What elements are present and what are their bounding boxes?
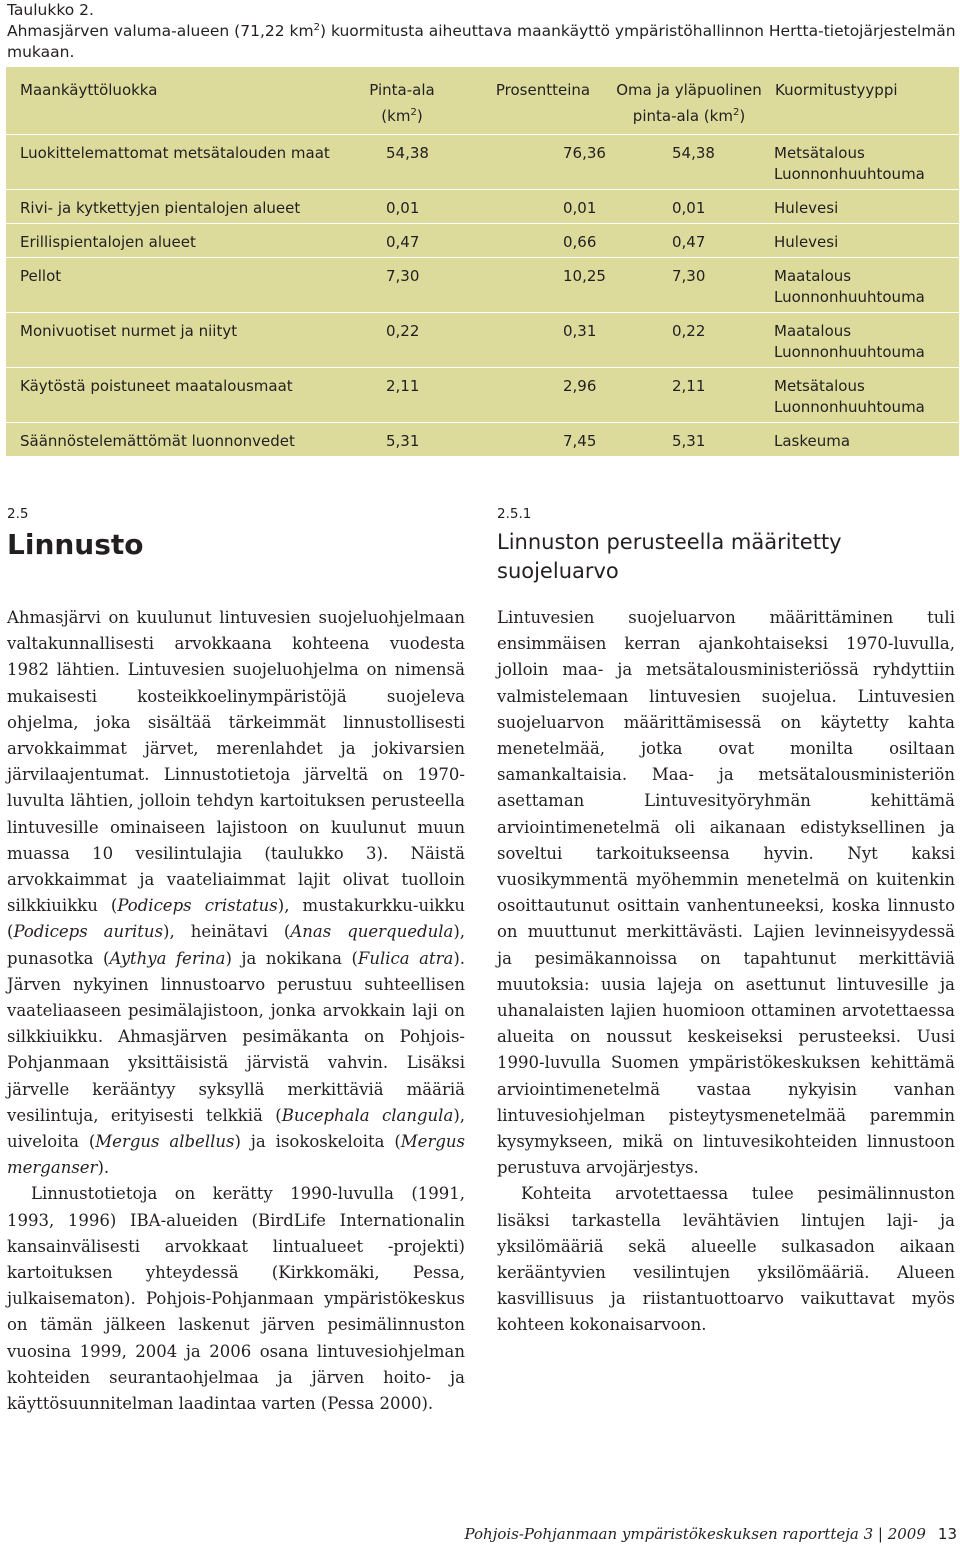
header-area [334, 67, 470, 135]
cell-area: 54,38 [334, 135, 470, 190]
species-name: Anas querquedula [290, 922, 454, 942]
cell-area: 0,47 [334, 224, 470, 258]
text-run: ), heinätavi ( [163, 922, 291, 942]
text-run: ) ja nokikana ( [225, 948, 358, 968]
cell-land-class: Rivi- ja kytkettyjen pientalojen alueet [6, 190, 334, 224]
text-run: ) ja isokoskeloita ( [234, 1132, 401, 1152]
load-type-value: Luonnonhuuhtouma [774, 398, 925, 416]
text-run: ). Järven nykyinen linnustoarvo perustuu suhteellisen vaateliaaseen pesimälajistoon, jonka arvokkain laji on silkkiuikku. Ahmasjärven pesimäkanta on Pohjois-Pohjanmaan yksittäisistä järvistä vahvin. Lisäksi järvelle kerääntyy syksyllä merkittäviä määriä vesilintuja, erityisesti telkkiä ( [7, 948, 466, 1125]
section-number-left: 2.5 [7, 506, 29, 522]
header-load-type: Kuormitustyyppi [762, 67, 959, 135]
table-row [6, 368, 959, 423]
header-area-unit-pre: (km [381, 107, 411, 125]
table-row [6, 190, 959, 224]
load-type-value: Maatalous [774, 322, 852, 340]
cell-area: 0,22 [334, 313, 470, 368]
load-type-value: Laskeuma [774, 432, 851, 450]
cell-load-type [762, 135, 959, 190]
table-row [6, 224, 959, 258]
right-column-text [497, 605, 955, 1339]
load-type-value: Luonnonhuuhtouma [774, 288, 925, 306]
cell-percent: 7,45 [470, 423, 616, 457]
table-body [6, 135, 959, 457]
species-name: Bucephala clangula [281, 1105, 454, 1125]
cell-percent: 2,96 [470, 368, 616, 423]
cell-load-type [762, 258, 959, 313]
caption-text [7, 21, 957, 63]
text-run: ), punasotka ( [7, 922, 466, 968]
species-name: Mergus merganser [7, 1132, 465, 1178]
table-row [6, 313, 959, 368]
cell-own-area: 0,22 [616, 313, 762, 368]
page-footer [465, 1525, 957, 1543]
header-own-unit-post: ) [739, 107, 746, 125]
table-caption [7, 0, 957, 63]
cell-land-class: Käytöstä poistuneet maatalousmaat [6, 368, 334, 423]
cell-own-area: 5,31 [616, 423, 762, 457]
paragraph: Lintuvesien suojeluarvon määrittäminen tuli ensimmäisen kerran ajankohtaiseksi 1970-luvulla, jolloin maa- ja metsätalousministeriössä ryhdyttiin valmistelemaan lintuvesien suojelua. Lintuvesien suojeluarvon määrittämisessä on käytetty kahta menetelmää, jotka ovat monilta osiltaan samankaltaisia. Maa- ja metsätalousministeriön asettaman Lintuvesityöryhmän kehittämä arviointimenetelmä oli aikanaan edistyksellinen ja soveltui tarkoitukseensa hyvin. Nyt kaksi vuosikymmentä myöhemmin menetelmä on kuitenkin osoittautunut osittain vanhentuneeksi, koska linnusto on muuttunut merkittävästi. Lajien levinneisyydessä ja pesimäkannoissa on tapahtunut merkittäviä muutoksia: uusia lajeja on asettunut lintuvesille ja uhanalaisten lajien huomioon ottaminen arvotettaessa alueita on noussut keskeiseksi perusteeksi. Uusi 1990-luvulla Suomen ympäristökeskuksen kehittämä arviointimenetelmä vastaa nykyisin vanhan lintuvesiohjelman pisteytysmenetelmää paremmin kysymykseen, mikä on lintuvesikohteiden linnustoon perustuva arvojärjestys. [497, 608, 955, 1178]
header-area-unit-sup: 2 [410, 107, 417, 118]
cell-land-class: Pellot [6, 258, 334, 313]
header-own-label: Oma ja yläpuolinen [616, 81, 762, 99]
species-name: Fulica atra [357, 948, 454, 968]
table-header-row [6, 67, 959, 135]
header-own-unit-sup: 2 [732, 107, 740, 118]
species-name: Podiceps cristatus [117, 896, 278, 916]
header-percent: Prosentteina [470, 67, 616, 135]
cell-own-area: 0,01 [616, 190, 762, 224]
load-type-value: Metsätalous [774, 144, 865, 162]
section-title-right: Linnuston perusteella määritetty suojeluarvo [497, 530, 842, 583]
cell-area: 2,11 [334, 368, 470, 423]
land-use-table-wrapper [6, 67, 959, 457]
header-land-class: Maankäyttöluokka [6, 67, 334, 135]
cell-land-class: Monivuotiset nurmet ja niityt [6, 313, 334, 368]
header-area-unit-post: ) [416, 107, 423, 125]
caption-sup: 2 [313, 21, 320, 33]
cell-load-type [762, 313, 959, 368]
section-number-right: 2.5.1 [497, 506, 532, 522]
cell-own-area: 0,47 [616, 224, 762, 258]
cell-load-type [762, 190, 959, 224]
cell-area: 0,01 [334, 190, 470, 224]
header-own-area [616, 67, 762, 135]
cell-land-class: Erillispientalojen alueet [6, 224, 334, 258]
land-use-table [6, 67, 959, 457]
species-name: Podiceps auritus [13, 922, 164, 942]
cell-land-class: Säännöstelemättömät luonnonvedet [6, 423, 334, 457]
page-number: 13 [937, 1525, 957, 1543]
caption-label: Taulukko 2. [7, 1, 94, 19]
paragraph [7, 605, 465, 1181]
cell-percent: 76,36 [470, 135, 616, 190]
cell-own-area: 7,30 [616, 258, 762, 313]
species-name: Mergus albellus [95, 1132, 235, 1152]
cell-load-type [762, 368, 959, 423]
cell-percent: 0,31 [470, 313, 616, 368]
header-area-label: Pinta-ala [369, 81, 435, 99]
load-type-value: Hulevesi [774, 199, 839, 217]
table-row [6, 135, 959, 190]
header-area-unit [334, 103, 470, 129]
caption-text-end: ) kuormitusta aiheuttava maankäyttö ympäristöhallinnon Hertta-tietojärjestelmän mukaan. [7, 22, 956, 61]
load-type-value: Luonnonhuuhtouma [774, 343, 925, 361]
table-row [6, 258, 959, 313]
cell-percent: 10,25 [470, 258, 616, 313]
text-run: ). [97, 1158, 110, 1178]
text-run: Ahmasjärvi on kuulunut lintuvesien suojeluohjelmaan valtakunnallisesti arvokkaana kohteena vuodesta 1982 lähtien. Lintuvesien suojeluohjelma on nimensä mukaisesti kosteikkoelinympäristöjä suojeleva ohjelma, joka sisältää tärkeimmät linnustollisesti arvokkaimmat järvet, merenlahdet ja jokivarsien järvilaajentumat. Linnustotietoja järveltä on 1970-luvulta lähtien, jolloin tehdyn kartoituksen perusteella lintuvesille ominaiseen lajistoon on kuulunut muun muassa 10 vesilintulajia (taulukko 3). Näistä arvokkaimmat ja vaateliaimmat lajit olivat tuolloin silkkiuikku ( [7, 608, 465, 916]
cell-load-type [762, 423, 959, 457]
paragraph: Linnustotietoja on kerätty 1990-luvulla (1991, 1993, 1996) IBA-alueiden (BirdLife Internationalin kansainvälisesti arvokkaat lintualueet -projekti) kartoituksen yhteydessä (Kirkkomäki, Pessa, julkaisematon). Pohjois-Pohjanmaan ympäristökeskus on tämän jälkeen laskenut järven pesimälinnuston vuosina 1999, 2004 ja 2006 osana lintuvesiohjelman kohteiden seurantaohjelmaa ja järven hoito- ja käyttösuunnitelman laadintaa varten (Pessa 2000). [7, 1184, 465, 1414]
table-row [6, 423, 959, 457]
cell-percent: 0,01 [470, 190, 616, 224]
cell-load-type [762, 224, 959, 258]
section-title-left: Linnusto [7, 528, 144, 561]
header-own-unit [616, 103, 762, 129]
cell-area: 5,31 [334, 423, 470, 457]
load-type-value: Metsätalous [774, 377, 865, 395]
left-column-text [7, 605, 465, 1417]
cell-own-area: 2,11 [616, 368, 762, 423]
load-type-value: Maatalous [774, 267, 852, 285]
text-run: ), mustakurkku-uikku ( [7, 896, 465, 942]
species-name: Aythya ferina [109, 948, 226, 968]
cell-percent: 0,66 [470, 224, 616, 258]
cell-area: 7,30 [334, 258, 470, 313]
text-run: ), uiveloita ( [7, 1105, 465, 1152]
paragraph: Kohteita arvotettaessa tulee pesimälinnuston lisäksi tarkastella levähtävien lintujen laji- ja yksilömääriä sekä alueelle sulkasadon aikaan kerääntyvien vesilintujen yksilömääriä. Alueen kasvillisuus ja riistantuottoarvo vaikuttavat myös kohteen kokonaisarvoon. [497, 1184, 955, 1335]
caption-text-start: Ahmasjärven valuma-alueen (71,22 km [7, 22, 314, 40]
load-type-value: Luonnonhuuhtouma [774, 165, 925, 183]
load-type-value: Hulevesi [774, 233, 839, 251]
cell-land-class: Luokittelemattomat metsätalouden maat [6, 135, 334, 190]
header-own-unit-pre: pinta-ala (km [632, 107, 733, 125]
cell-own-area: 54,38 [616, 135, 762, 190]
footer-publication: Pohjois-Pohjanmaan ympäristökeskuksen raportteja 3 | 2009 [464, 1525, 926, 1543]
